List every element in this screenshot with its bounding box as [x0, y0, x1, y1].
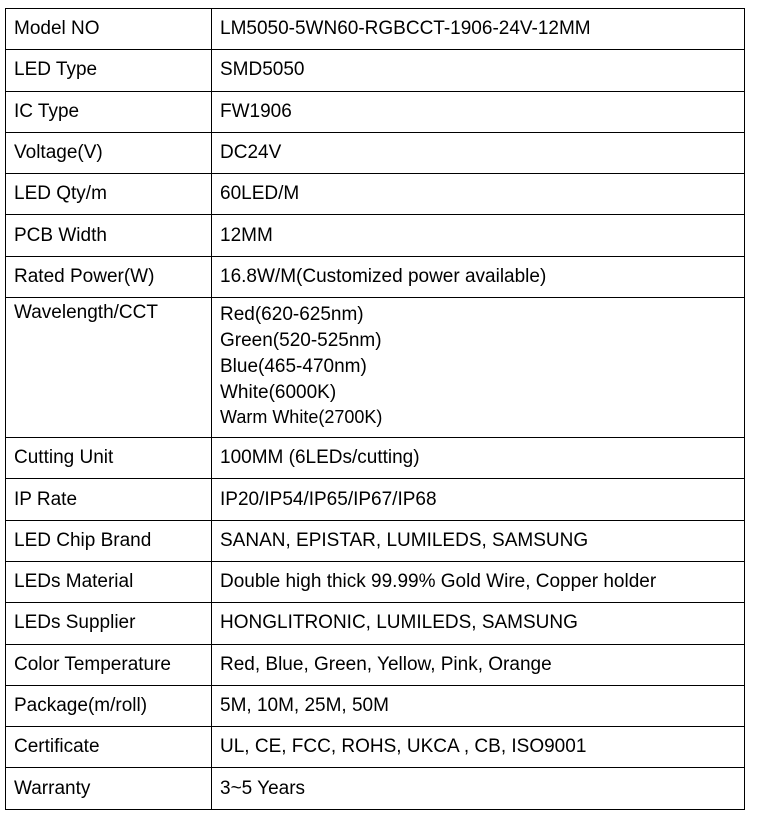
row-label-rated-power: Rated Power(W): [6, 256, 212, 297]
row-label-wavelength: Wavelength/CCT: [6, 298, 212, 438]
row-value-ip-rate: IP20/IP54/IP65/IP67/IP68: [212, 479, 745, 520]
wavelength-line-white: White(6000K): [220, 382, 337, 404]
row-value-pcb-width: 12MM: [212, 215, 745, 256]
wavelength-line-warm-white: Warm White(2700K): [220, 407, 383, 428]
row-value-voltage: DC24V: [212, 132, 745, 173]
row-value-warranty: 3~5 Years: [212, 768, 745, 809]
row-value-cutting-unit: 100MM (6LEDs/cutting): [212, 438, 745, 479]
row-value-led-qty: 60LED/M: [212, 174, 745, 215]
table-row: [6, 174, 745, 215]
table-row: [6, 479, 745, 520]
row-value-rated-power: 16.8W/M(Customized power available): [212, 256, 745, 297]
table-row: [6, 438, 745, 479]
table-row: [6, 603, 745, 644]
row-value-model-no: LM5050-5WN60-RGBCCT-1906-24V-12MM: [212, 9, 745, 50]
row-label-certificate: Certificate: [6, 727, 212, 768]
row-value-leds-material: Double high thick 99.99% Gold Wire, Copper holder: [212, 561, 745, 602]
table-row: [6, 50, 745, 91]
table-row: [6, 256, 745, 297]
table-row: [6, 561, 745, 602]
wavelength-line-blue: Blue(465-470nm): [220, 356, 367, 378]
row-label-warranty: Warranty: [6, 768, 212, 809]
table-row: [6, 91, 745, 132]
row-value-led-chip-brand: SANAN, EPISTAR, LUMILEDS, SAMSUNG: [212, 520, 745, 561]
wavelength-line-red: Red(620-625nm): [220, 304, 364, 326]
table-row: [6, 215, 745, 256]
table-row: [6, 132, 745, 173]
row-label-led-type: LED Type: [6, 50, 212, 91]
row-label-leds-supplier: LEDs Supplier: [6, 603, 212, 644]
row-label-led-chip-brand: LED Chip Brand: [6, 520, 212, 561]
row-value-certificate: UL, CE, FCC, ROHS, UKCA , CB, ISO9001: [212, 727, 745, 768]
row-label-voltage: Voltage(V): [6, 132, 212, 173]
row-label-cutting-unit: Cutting Unit: [6, 438, 212, 479]
row-label-package: Package(m/roll): [6, 685, 212, 726]
row-label-leds-material: LEDs Material: [6, 561, 212, 602]
row-label-ic-type: IC Type: [6, 91, 212, 132]
table-row: [6, 520, 745, 561]
row-label-led-qty: LED Qty/m: [6, 174, 212, 215]
row-value-leds-supplier: HONGLITRONIC, LUMILEDS, SAMSUNG: [212, 603, 745, 644]
wavelength-line-green: Green(520-525nm): [220, 330, 382, 352]
row-label-model-no: Model NO: [6, 9, 212, 50]
row-value-ic-type: FW1906: [212, 91, 745, 132]
row-label-pcb-width: PCB Width: [6, 215, 212, 256]
spec-table: [5, 8, 745, 810]
row-value-led-type: SMD5050: [212, 50, 745, 91]
table-row: [6, 9, 745, 50]
table-row: [6, 685, 745, 726]
table-row-wavelength: [6, 298, 745, 438]
table-row: [6, 768, 745, 809]
table-row: [6, 727, 745, 768]
table-row: [6, 644, 745, 685]
row-value-wavelength: [212, 298, 745, 438]
row-label-ip-rate: IP Rate: [6, 479, 212, 520]
row-value-color-temperature: Red, Blue, Green, Yellow, Pink, Orange: [212, 644, 745, 685]
row-value-package: 5M, 10M, 25M, 50M: [212, 685, 745, 726]
row-label-color-temperature: Color Temperature: [6, 644, 212, 685]
